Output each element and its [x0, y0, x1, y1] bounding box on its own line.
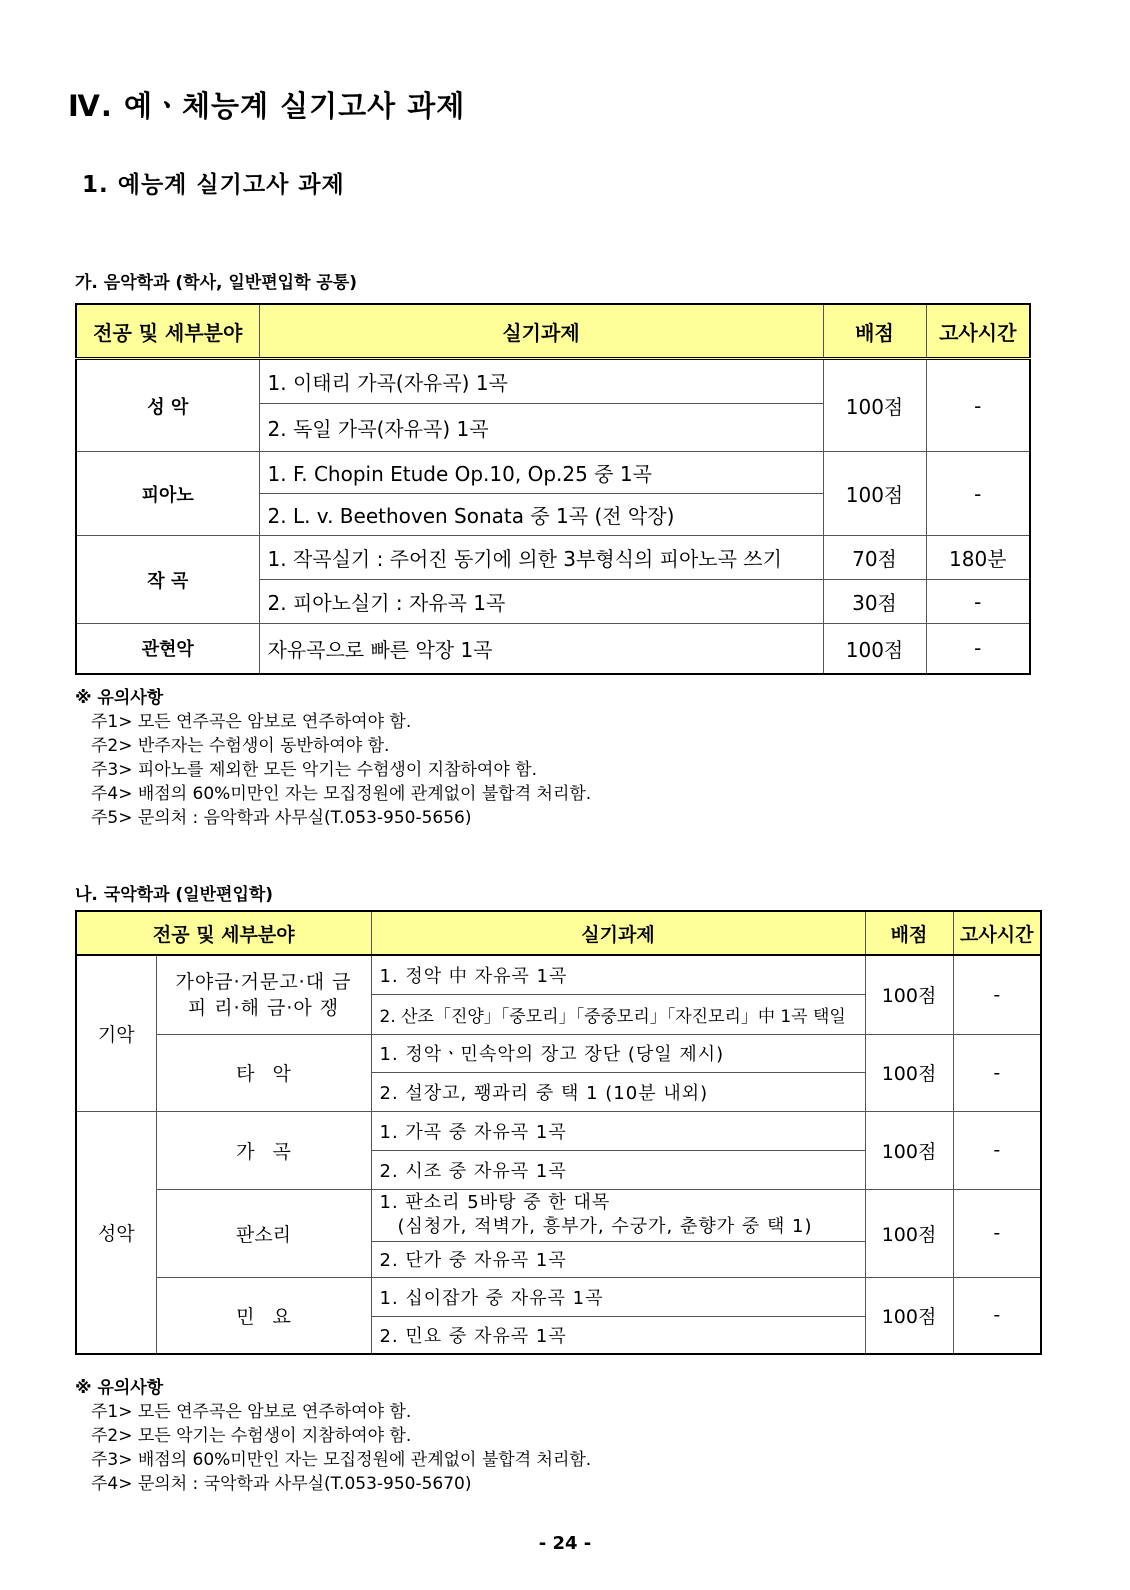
field-cell: 피아노: [76, 452, 259, 536]
task-line: (심청가, 적벽가, 흥부가, 수궁가, 춘향가 중 택 1): [397, 1216, 813, 1237]
task-cell: 2. 피아노실기 : 자유곡 1곡: [259, 580, 823, 624]
task-cell: 1. 이태리 가곡(자유곡) 1곡: [259, 359, 823, 404]
music-notes: [75, 686, 591, 830]
time-cell: -: [926, 624, 1030, 674]
field-cell: 민 요: [156, 1277, 371, 1354]
korean-music-notes: [75, 1376, 591, 1496]
task-cell: 1. 가곡 중 자유곡 1곡: [371, 1111, 865, 1150]
table-row: [76, 1277, 1041, 1316]
header-time: 고사시간: [953, 911, 1041, 955]
field-cell: 성 악: [76, 359, 259, 452]
header-field: 전공 및 세부분야: [76, 304, 259, 359]
task-cell: 1. 정악 中 자유곡 1곡: [371, 955, 865, 994]
field-cell: [156, 955, 371, 1034]
task-cell: 2. L. v. Beethoven Sonata 중 1곡 (전 악장): [259, 494, 823, 536]
note-line: 주1> 모든 연주곡은 암보로 연주하여야 함.: [91, 1402, 412, 1422]
notes-title: ※ 유의사항: [75, 688, 164, 708]
time-cell: -: [953, 955, 1041, 1034]
header-time: 고사시간: [926, 304, 1030, 359]
table-row: [76, 1189, 1041, 1241]
time-cell: -: [953, 1277, 1041, 1354]
korean-music-exam-table: [75, 910, 1042, 1355]
time-cell: 180분: [926, 536, 1030, 580]
score-cell: 100점: [823, 452, 926, 536]
field-cell: 판소리: [156, 1189, 371, 1277]
table-header-row: [76, 304, 1030, 359]
task-cell: 자유곡으로 빠른 악장 1곡: [259, 624, 823, 674]
task-cell: 2. 산조「진양」「중모리」「중중모리」「자진모리」中 1곡 택일: [371, 994, 865, 1034]
time-cell: -: [926, 359, 1030, 452]
score-cell: 100점: [865, 1034, 953, 1111]
task-cell: 2. 시조 중 자유곡 1곡: [371, 1150, 865, 1189]
time-cell: -: [926, 452, 1030, 536]
page-number: - 24 -: [538, 1533, 592, 1554]
header-task: 실기과제: [259, 304, 823, 359]
table-header-row: [76, 911, 1041, 955]
subsection-heading: 1. 예능계 실기고사 과제: [82, 172, 345, 198]
score-cell: 100점: [823, 359, 926, 452]
korean-music-dept-title: 나. 국악학과 (일반편입학): [75, 885, 274, 905]
header-score: 배점: [823, 304, 926, 359]
time-cell: -: [953, 1034, 1041, 1111]
note-line: 주1> 모든 연주곡은 암보로 연주하여야 함.: [91, 712, 412, 732]
field-line: 피 리·해 금·아 쟁: [187, 996, 340, 1019]
note-line: 주4> 배점의 60%미만인 자는 모집정원에 관계없이 불합격 처리함.: [91, 784, 592, 804]
task-cell: [371, 1189, 865, 1241]
header-field: 전공 및 세부분야: [76, 911, 371, 955]
table-row: [76, 452, 1030, 494]
time-cell: -: [953, 1111, 1041, 1189]
section-heading: Ⅳ. 예ㆍ체능계 실기고사 과제: [68, 89, 466, 123]
task-line: 1. 판소리 5바탕 중 한 대목: [379, 1192, 611, 1213]
field-cell: 작 곡: [76, 536, 259, 624]
table-row: [76, 536, 1030, 580]
table-row: [76, 624, 1030, 674]
note-line: 주5> 문의처 : 음악학과 사무실(T.053-950-5656): [91, 808, 472, 828]
time-cell: -: [953, 1189, 1041, 1277]
score-cell: 100점: [865, 1189, 953, 1277]
score-cell: 30점: [823, 580, 926, 624]
score-cell: 100점: [865, 1277, 953, 1354]
task-cell: 1. 정악ㆍ민속악의 장고 장단 (당일 제시): [371, 1034, 865, 1072]
note-line: 주2> 반주자는 수험생이 동반하여야 함.: [91, 736, 390, 756]
music-dept-title: 가. 음악학과 (학사, 일반편입학 공통): [75, 273, 358, 293]
task-cell: 2. 설장고, 꽹과리 중 택 1 (10분 내외): [371, 1072, 865, 1111]
notes-title: ※ 유의사항: [75, 1378, 164, 1398]
table-row: [76, 359, 1030, 404]
field-cell: 관현악: [76, 624, 259, 674]
task-cell: 1. F. Chopin Etude Op.10, Op.25 중 1곡: [259, 452, 823, 494]
field-line: 가야금·거문고·대 금: [175, 970, 352, 993]
task-cell: 1. 십이잡가 중 자유곡 1곡: [371, 1277, 865, 1316]
note-line: 주4> 문의처 : 국악학과 사무실(T.053-950-5670): [91, 1474, 472, 1494]
table-row: [76, 1034, 1041, 1072]
header-score: 배점: [865, 911, 953, 955]
note-line: 주2> 모든 악기는 수험생이 지참하여야 함.: [91, 1426, 412, 1446]
header-task: 실기과제: [371, 911, 865, 955]
task-cell: 2. 단가 중 자유곡 1곡: [371, 1241, 865, 1277]
group-cell: 기악: [76, 955, 156, 1111]
group-cell: 성악: [76, 1111, 156, 1354]
note-line: 주3> 배점의 60%미만인 자는 모집정원에 관계없이 불합격 처리함.: [91, 1450, 592, 1470]
music-exam-table: [75, 303, 1031, 675]
task-cell: 2. 민요 중 자유곡 1곡: [371, 1316, 865, 1354]
table-row: [76, 955, 1041, 994]
task-cell: 1. 작곡실기 : 주어진 동기에 의한 3부형식의 피아노곡 쓰기: [259, 536, 823, 580]
score-cell: 100점: [865, 955, 953, 1034]
score-cell: 100점: [865, 1111, 953, 1189]
field-cell: 가 곡: [156, 1111, 371, 1189]
table-row: [76, 1111, 1041, 1150]
task-cell: 2. 독일 가곡(자유곡) 1곡: [259, 404, 823, 452]
score-cell: 100점: [823, 624, 926, 674]
note-line: 주3> 피아노를 제외한 모든 악기는 수험생이 지참하여야 함.: [91, 760, 537, 780]
score-cell: 70점: [823, 536, 926, 580]
field-cell: 타 악: [156, 1034, 371, 1111]
time-cell: -: [926, 580, 1030, 624]
